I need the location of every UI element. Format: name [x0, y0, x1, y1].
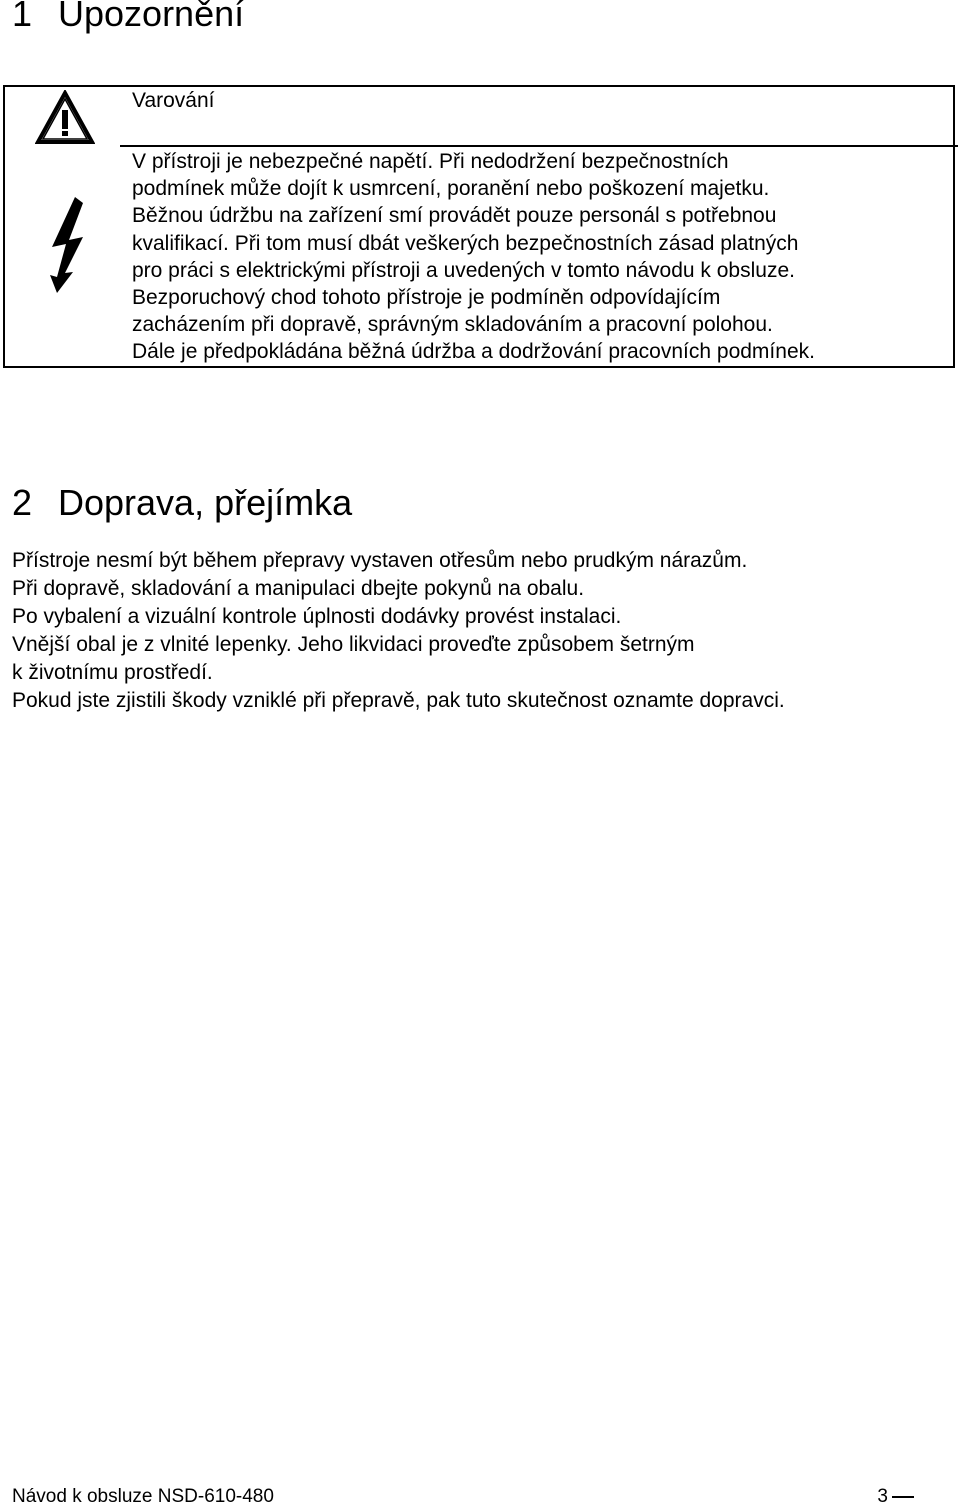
warning-line: zacházením při dopravě, správným skladováním a pracovní polohou.: [132, 313, 773, 337]
page-footer: [12, 1486, 914, 1510]
warning-line: podmínek může dojít k usmrcení, poranění nebo poškození majetku.: [132, 177, 770, 201]
warning-divider: [120, 145, 958, 147]
warning-line: pro práci s elektrickými přístroji a uvedených v tomto návodu k obsluze.: [132, 258, 795, 282]
page-number: 3: [877, 1486, 888, 1507]
section-2-number: 2: [12, 482, 33, 523]
warning-line: Dále je předpokládána běžná údržba a dodržování pracovních podmínek.: [132, 340, 815, 364]
warning-line: Běžnou údržbu na zařízení smí provádět pouze personál s potřebnou: [132, 204, 777, 228]
warning-title: Varování: [132, 89, 215, 112]
footer-page: [877, 1486, 914, 1508]
warning-triangle-icon: [35, 90, 95, 145]
transport-line: Vnější obal je z vlnité lepenky. Jeho likvidaci proveďte způsobem šetrným: [12, 633, 695, 656]
warning-line: V přístroji je nebezpečné napětí. Při nedodržení bezpečnostních: [132, 150, 729, 173]
transport-line: Po vybalení a vizuální kontrole úplnosti dodávky provést instalaci.: [12, 605, 622, 628]
section-1-heading: [12, 0, 244, 34]
warning-box: [3, 85, 955, 368]
transport-line: Přístroje nesmí být během přepravy vystaven otřesům nebo prudkým nárazům.: [12, 549, 748, 572]
section-1-number: 1: [12, 0, 33, 34]
footer-document-title: Návod k obsluze NSD-610-480: [12, 1486, 274, 1507]
page-number-dash: [892, 1496, 914, 1498]
warning-line: kvalifikací. Při tom musí dbát veškerých bezpečnostních zásad platných: [132, 231, 799, 255]
section-2-heading: [12, 483, 352, 523]
warning-text: [132, 148, 954, 366]
transport-line: k životnímu prostředí.: [12, 661, 213, 684]
transport-line: Pokud jste zjistili škody vzniklé při přepravě, pak tuto skutečnost oznamte dopravci.: [12, 689, 785, 712]
transport-text: [12, 547, 952, 715]
electric-shock-icon: [45, 197, 89, 293]
transport-line: Při dopravě, skladování a manipulaci dbejte pokynů na obalu.: [12, 577, 585, 600]
warning-line: Bezporuchový chod tohoto přístroje je podmíněn odpovídajícím: [132, 286, 721, 310]
section-1-title: Upozornění: [58, 0, 245, 34]
section-2-title: Doprava, přejímka: [58, 482, 353, 523]
